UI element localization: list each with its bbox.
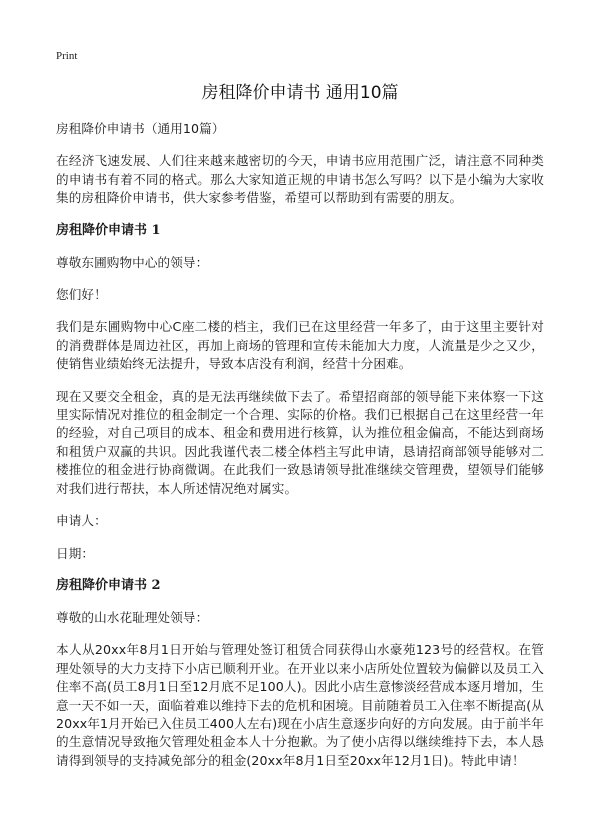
applicant-label: 申请人： xyxy=(56,513,107,529)
section-1-paragraph-2: 现在又要交全租金，真的是无法再继续做下去了。希望招商部的领导能下来体察一下这里实际情况对推位的租金制定一个合理、实际的价格。我们已根据自己在这里经营一年的经验，对自己项目的成本、租金和费用进行核算，认为推位租金偏高，不能达到商场和租赁户双赢的共识。因此我谨代表二楼全体档主写此申请，恳请招商部领导能够对二楼推位的租金进行协商微调。在此我们一致恳请领导批准继续交管理费，望领导们能够对我们进行帮扶，本人所述情况绝对属实。 xyxy=(56,388,544,496)
salutation-1: 尊敬东圃购物中心的领导： xyxy=(56,254,209,270)
greeting-1: 您们好！ xyxy=(56,287,107,303)
date-label: 日期： xyxy=(56,545,95,561)
document-subtitle: 房租降价申请书（通用10篇） xyxy=(56,121,225,136)
section-2-paragraph-1: 本人从20xx年8月1日开始与管理处签订租赁合同获得山水豪苑123号的经营权。在管理处领导的大力支持下小店已顺利开业。在开业以来小店所处位置较为偏僻以及员工入住率不高(员工8月1日至12月底不足100人)。因此小店生意惨淡经营成本逐月增加，生意一天不如一天，面临着难以维持下去的危机和困境。目前随着员工入住率不断提高(从20xx年1月开始已入住员工400人左右)现在小店生意逐步向好的方向发展。由于前半年的生意情况导致拖欠管理处租金本人十分抱歉。为了使小店得以继续维持下去，本人恳请得到领导的支持减免部分的租金(20xx年8月1日至20xx年12月1日)。特此申请！ xyxy=(56,642,544,768)
section-1-paragraph-1: 我们是东圃购物中心C座二楼的档主，我们已在这里经营一年多了，由于这里主要针对的消费群体是周边社区，再加上商场的管理和宣传未能加大力度，人流量是少之又少，使销售业绩始终无法提升，导致本店没有利润，经营十分困难。 xyxy=(56,319,544,372)
page-title: 房租降价申请书 通用10篇 xyxy=(201,83,399,103)
document-body xyxy=(56,120,544,770)
print-link[interactable]: Print xyxy=(56,50,78,62)
section-heading-2: 房租降价申请书 2 xyxy=(56,577,161,593)
salutation-2: 尊敬的山水花耻理处领导： xyxy=(56,609,209,625)
intro-paragraph: 在经济飞速发展、人们往来越来越密切的今天，申请书应用范围广泛，请注意不同种类的申请书有着不同的格式。那么大家知道正规的申请书怎么写吗？以下是小编为大家收集的房租降价申请书，供大家参考借鉴，希望可以帮助到有需要的朋友。 xyxy=(56,153,544,206)
section-heading-1: 房租降价申请书 1 xyxy=(56,222,161,238)
